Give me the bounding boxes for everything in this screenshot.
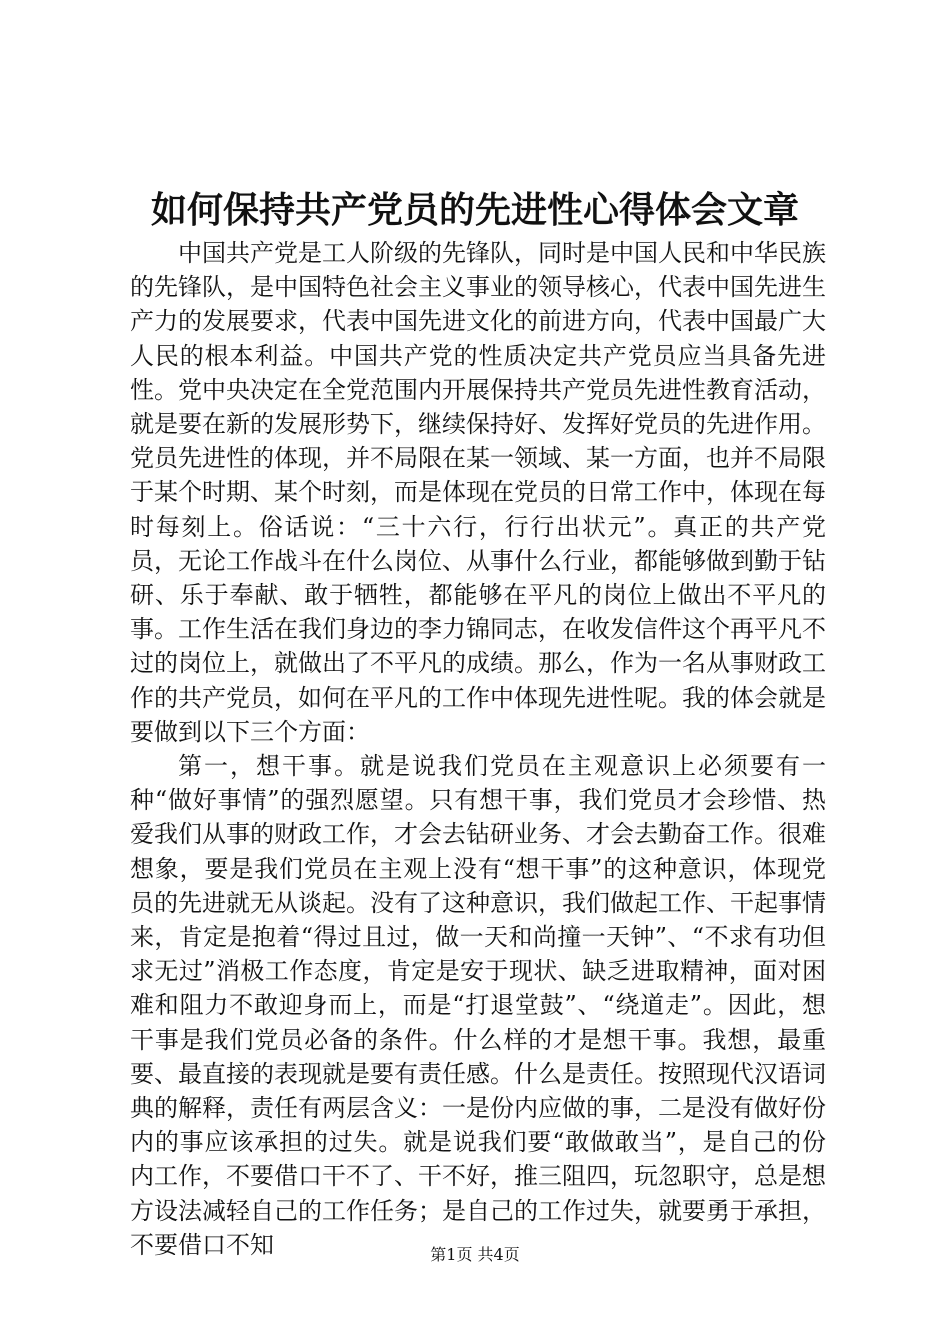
paragraph-first-point: 第一，想干事。就是说我们党员在主观意识上必须要有一种“做好事情”的强烈愿望。只有想干事，我们党员才会珍惜、热爱我们从事的财政工作，才会去钻研业务、才会去勤奋工作。很难想象，要是我们党员在主观上没有“想干事”的这种意识，体现党员的先进就无从谈起。没有了这种意识，我们做起工作、干起事情来，肯定是抱着“得过且过，做一天和尚撞一天钟”、“不求有功但求无过”消极工作态度，肯定是安于现状、缺乏进取精神，面对困难和阻力不敢迎身而上，而是“打退堂鼓”、“绕道走”。因此，想干事是我们党员必备的条件。什么样的才是想干事。我想，最重要、最直接的表现就是要有责任感。什么是责任。按照现代汉语词典的解释，责任有两层含义：一是份内应做的事，二是没有做好份内的事应该承担的过失。就是说我们要“敢做敢当”，是自己的份内工作，不要借口干不了、干不好，推三阻四，玩忽职守，总是想方设法减轻自己的工作任务；是自己的工作过失，就要勇于承担，不要借口不知 [130, 752, 826, 1259]
page-number-footer: 第1页 共4页 [430, 1245, 520, 1264]
document-title: 如何保持共产党员的先进性心得体会文章 [150, 189, 799, 231]
paragraph-intro: 中国共产党是工人阶级的先锋队，同时是中国人民和中华民族的先锋队，是中国特色社会主义事业的领导核心，代表中国先进生产力的发展要求，代表中国先进文化的前进方向，代表中国最广大人民的根本利益。中国共产党的性质决定共产党员应当具备先进性。党中央决定在全党范围内开展保持共产党员先进性教育活动，就是要在新的发展形势下，继续保持好、发挥好党员的先进作用。党员先进性的体现，并不局限在某一领域、某一方面，也并不局限于某个时期、某个时刻，而是体现在党员的日常工作中，体现在每时每刻上。俗话说：“三十六行，行行出状元”。真正的共产党员，无论工作战斗在什么岗位、从事什么行业，都能够做到勤于钻研、乐于奉献、敢于牺牲，都能够在平凡的岗位上做出不平凡的事。工作生活在我们身边的李力锦同志，在收发信件这个再平凡不过的岗位上，就做出了不平凡的成绩。那么，作为一名从事财政工作的共产党员，如何在平凡的工作中体现先进性呢。我的体会就是要做到以下三个方面： [130, 239, 826, 746]
document-body [130, 236, 826, 1262]
